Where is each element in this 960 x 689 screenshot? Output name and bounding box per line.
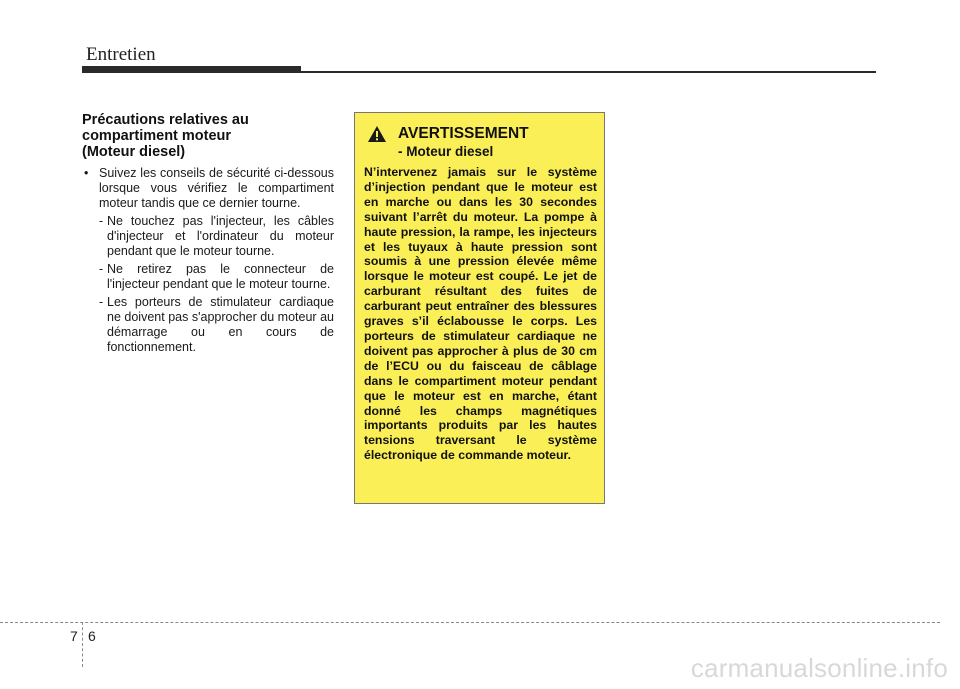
sub-item: - Ne retirez pas le connecteur de l'injecteur pendant que le moteur tourne. <box>99 262 334 291</box>
warning-box <box>354 112 605 504</box>
footer-rule <box>0 622 940 623</box>
section-heading-line: compartiment moteur <box>82 128 232 144</box>
footer-page-divider <box>82 622 83 667</box>
header-rule-thick <box>82 66 301 73</box>
warning-triangle-icon <box>367 125 387 143</box>
sub-item-text: Ne touchez pas l'injecteur, les câbles d'injecteur et l'ordinateur du moteur pendant que le moteur tourne. <box>107 214 334 258</box>
watermark: carmanualsonline.info <box>690 653 948 683</box>
warning-body: N’intervenez jamais sur le système d’injection pendant que le moteur est en marche ou dans les 30 secondes suivant l’arrêt du moteur. La pompe à haute pression, la rampe, les injecteurs et les tuyaux à haute pression sont soumis à une pression élevée même lorsque le moteur est coupé. Le jet de carburant résultant des fuites de carburant peut entraîner des blessures graves s’il éclabousse le corps. Les porteurs de stimulateur cardiaque ne doivent pas approcher à plus de 30 cm de l’ECU ou du faisceau de câblage dans le compartiment moteur pendant que le moteur est en marche, étant donné les champs magnétiques importants produits par les hautes tensions traversant le système électronique de commande moteur. <box>364 165 597 463</box>
section-heading-line: Précautions relatives au <box>82 112 249 128</box>
sub-item: - Les porteurs de stimulateur cardiaque ne doivent pas s'approcher du moteur au démarrage ou en cours de fonctionnement. <box>99 295 334 354</box>
bullet-item <box>82 166 334 211</box>
section-heading-line: (Moteur diesel) <box>82 144 186 160</box>
left-column <box>82 112 334 355</box>
warning-subtitle: - Moteur diesel <box>398 144 494 159</box>
sub-item-text: Ne retirez pas le connecteur de l'injecteur pendant que le moteur tourne. <box>107 262 334 291</box>
header-rule-thin <box>301 71 876 73</box>
sub-item-text: Les porteurs de stimulateur cardiaque ne doivent pas s'approcher du moteur au démarrage ou en cours de fonctionnement. <box>107 295 334 354</box>
warning-title: AVERTISSEMENT <box>398 125 529 142</box>
warning-header <box>364 123 597 159</box>
bullet-mark: • <box>84 166 89 180</box>
section-heading <box>82 112 334 160</box>
header-title: Entretien <box>86 44 156 65</box>
bullet-text: Suivez les conseils de sécurité ci-dessous lorsque vous vérifiez le compartiment moteur tandis que ce dernier tourne. <box>99 166 334 210</box>
page-chapter-number: 7 <box>70 628 78 644</box>
sub-item: - Ne touchez pas l'injecteur, les câbles d'injecteur et l'ordinateur du moteur pendant que le moteur tourne. <box>99 214 334 258</box>
page-number: 6 <box>88 628 96 644</box>
